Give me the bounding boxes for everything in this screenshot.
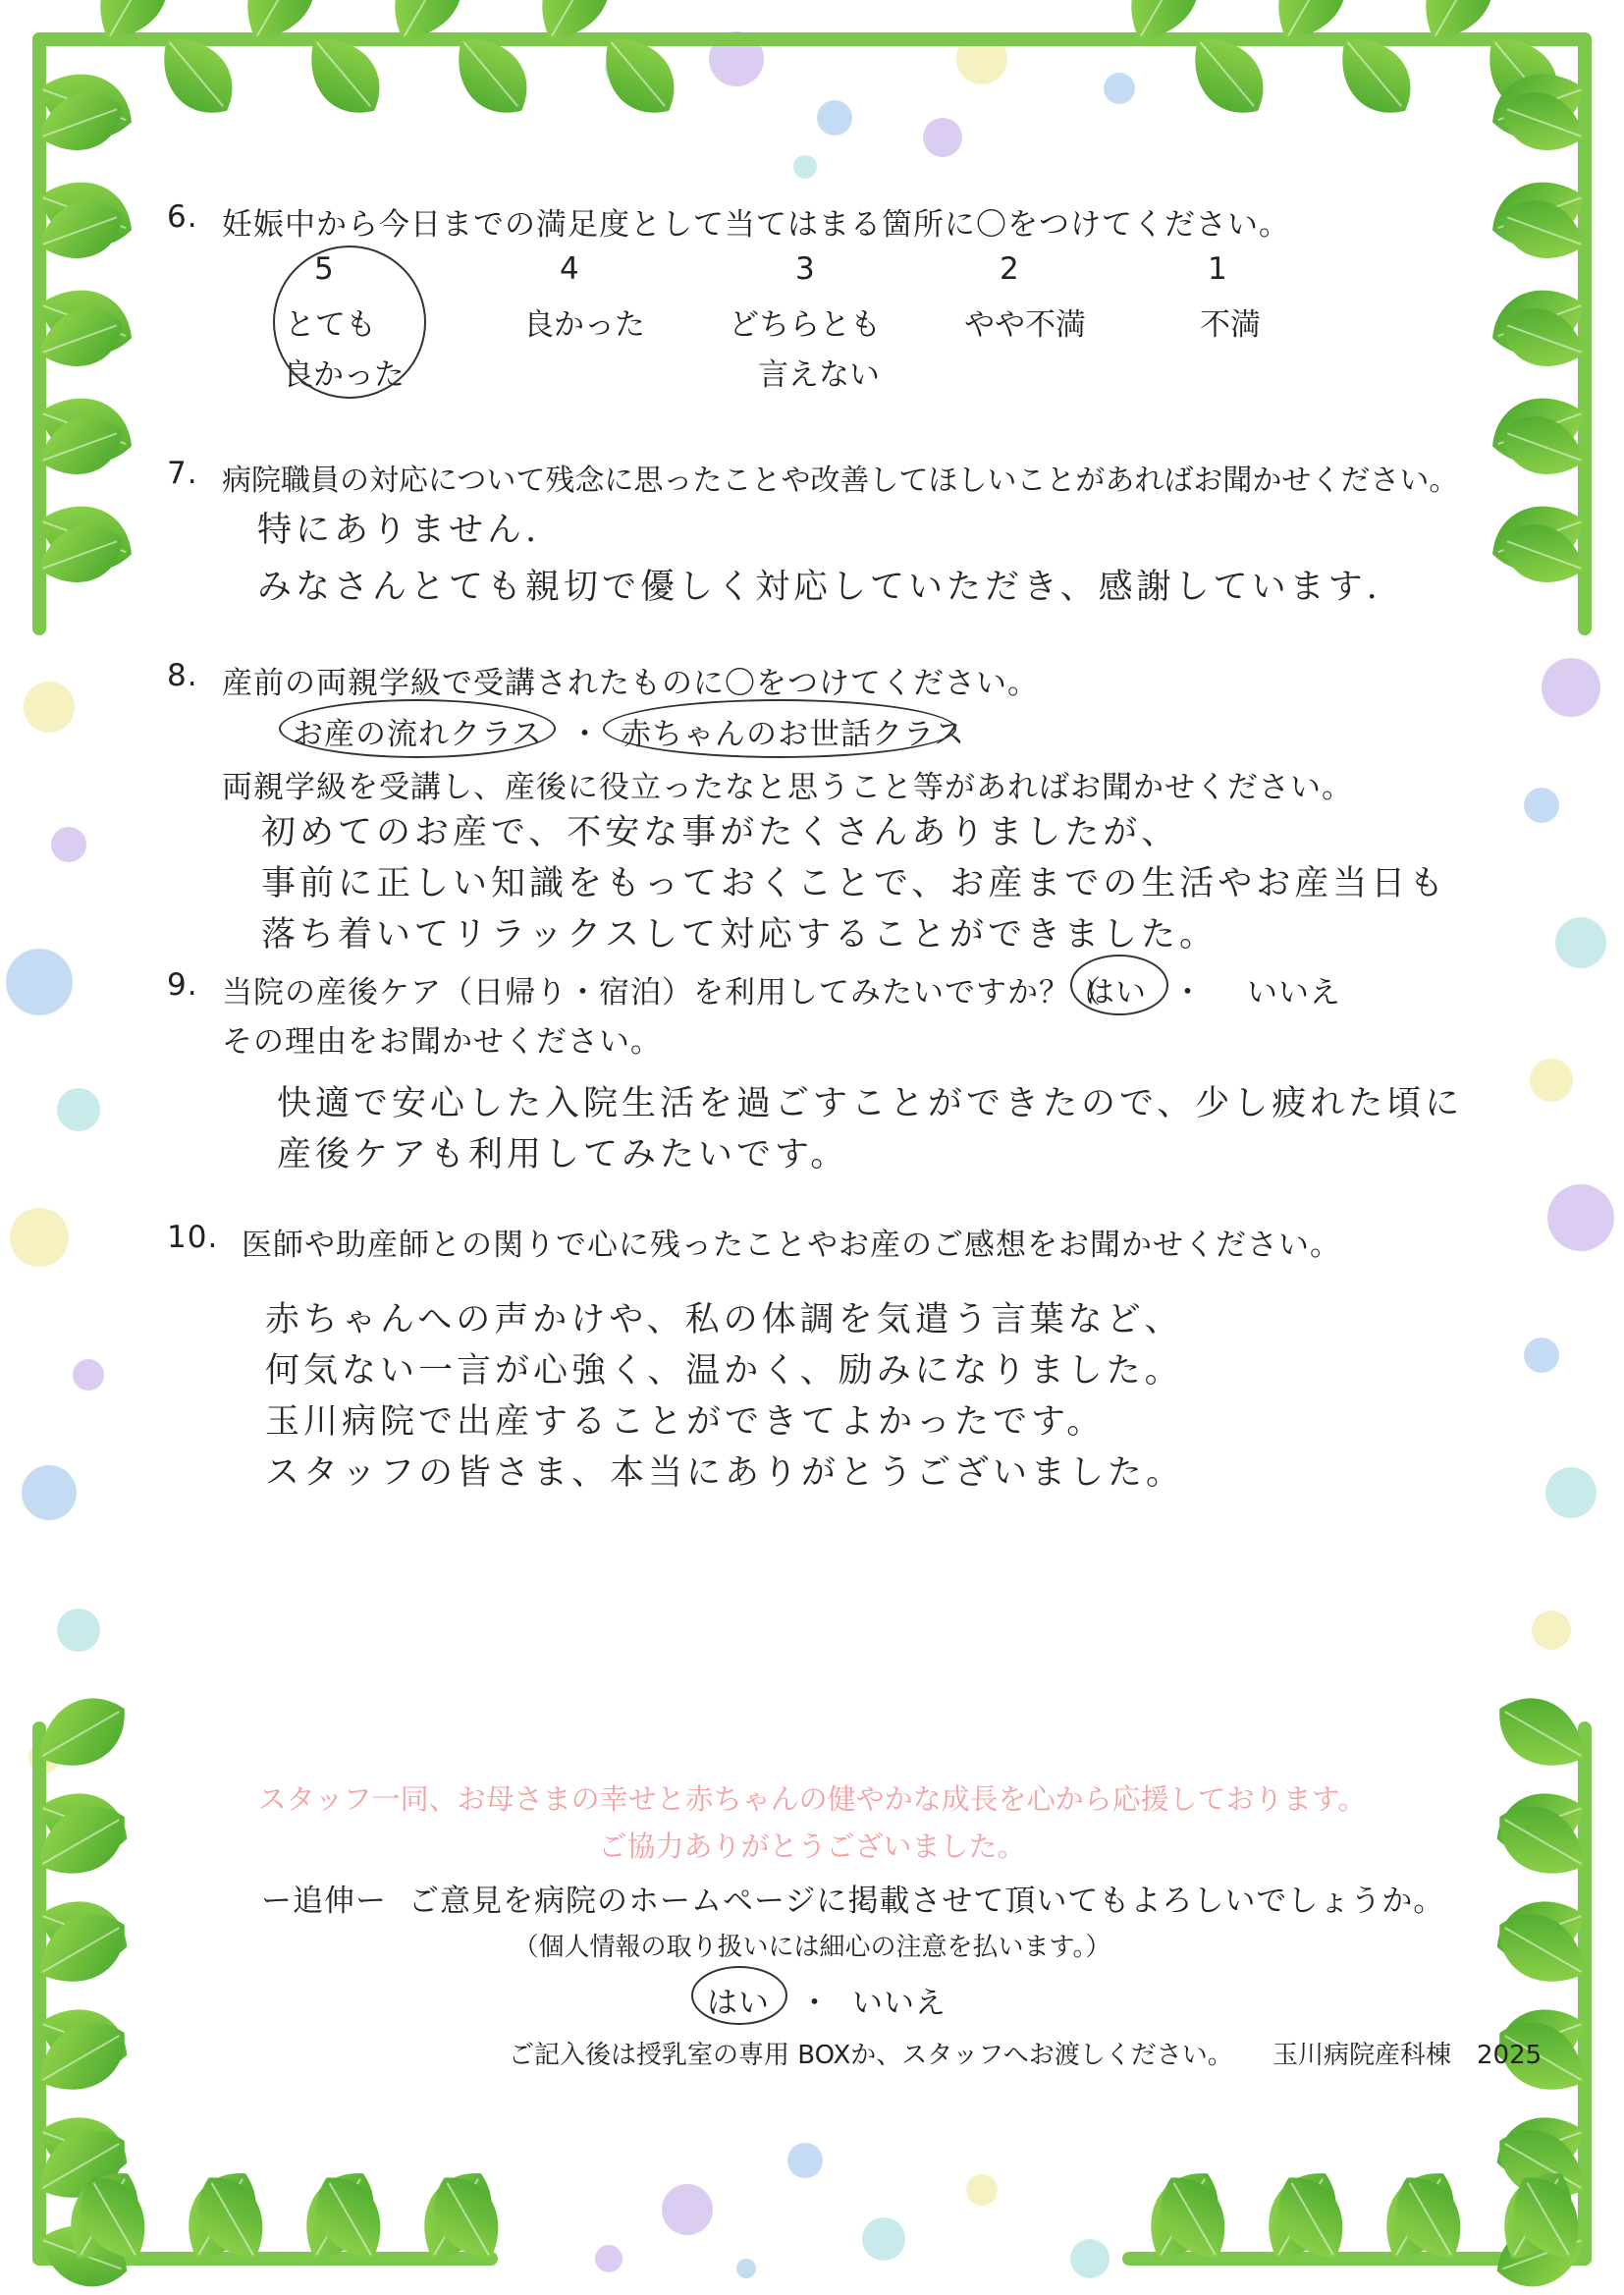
- rating-1-value[interactable]: 1: [1208, 251, 1227, 287]
- organization-label: 玉川病院産科棟 2025: [1272, 2041, 1543, 2070]
- class-option-birth-flow[interactable]: お産の流れクラス: [293, 717, 544, 752]
- q9-sub-question: その理由をお聞かせください。: [222, 1024, 662, 1060]
- q6-number: 6.: [167, 199, 198, 235]
- q10-answer-line-2: 何気ない一言が心強く、温かく、励みになりました。: [265, 1351, 1183, 1391]
- rating-1-label: 不満: [1200, 307, 1261, 343]
- rating-5-label: とても: [285, 307, 376, 343]
- q10-answer-line-1: 赤ちゃんへの声かけや、私の体調を気遣う言葉など、: [265, 1300, 1183, 1339]
- q8-answer-line-1: 初めてのお産で、不安な事がたくさんありましたが、: [261, 813, 1180, 852]
- consent-no-option[interactable]: いいえ: [852, 1986, 947, 2021]
- q10-number: 10.: [167, 1220, 219, 1255]
- class-birth-flow-circle: [279, 699, 556, 758]
- q10-answer-line-4: スタッフの皆さま、本当にありがとうございました。: [265, 1453, 1185, 1493]
- postscript-question: ご意見を病院のホームページに掲載させて頂いてもよろしいでしょうか。: [408, 1884, 1445, 1919]
- staff-message: スタッフ一同、お母さまの幸せと赤ちゃんの健やかな成長を心から応援しております。: [257, 1782, 1367, 1816]
- q9-number: 9.: [167, 967, 198, 1003]
- rating-3-value[interactable]: 3: [795, 251, 815, 287]
- rating-3-label-2: 言えない: [758, 357, 880, 393]
- q9-answer-line-1: 快適で安心した入院生活を過ごすことができたので、少し疲れた頃に: [277, 1084, 1464, 1123]
- q8-sub-question: 両親学級を受講し、産後に役立ったなと思うこと等があればお聞かせください。: [222, 770, 1353, 805]
- q8-answer-line-2: 事前に正しい知識をもっておくことで、お産までの生活やお産当日も: [261, 864, 1448, 903]
- q7-answer-line-2: みなさんとても親切で優しく対応していただき、感謝しています.: [257, 568, 1381, 607]
- q7-answer-line-1: 特にありません.: [257, 511, 541, 550]
- thanks-message: ご協力ありがとうございました。: [598, 1830, 1026, 1863]
- q9-answer-line-2: 産後ケアも利用してみたいです。: [277, 1135, 849, 1175]
- selected-rating-circle: [273, 246, 426, 399]
- q9-no-option[interactable]: いいえ: [1247, 975, 1341, 1011]
- consent-separator: ・: [799, 1986, 831, 2021]
- q6-question: 妊娠中から今日までの満足度として当てはまる箇所に〇をつけてください。: [222, 207, 1290, 243]
- q10-question: 医師や助産師との関りで心に残ったことやお産のご感想をお聞かせください。: [242, 1228, 1341, 1263]
- class-baby-care-circle: [603, 699, 956, 758]
- rating-2-value[interactable]: 2: [1000, 251, 1019, 287]
- rating-3-label: どちらとも: [729, 307, 881, 343]
- rating-2-label: やや不満: [964, 307, 1086, 343]
- q8-question: 産前の両親学級で受講されたものに〇をつけてください。: [222, 666, 1039, 701]
- q9-question: 当院の産後ケア（日帰り・宿泊）を利用してみたいですか？（: [222, 975, 1102, 1011]
- rating-4-value[interactable]: 4: [560, 251, 579, 287]
- q8-number: 8.: [167, 658, 198, 693]
- q7-question: 病院職員の対応について残念に思ったことや改善してほしいことがあればお聞かせください。: [222, 464, 1459, 498]
- q10-answer-line-3: 玉川病院で出産することができてよかったです。: [265, 1402, 1106, 1442]
- q9-yes-circle: [1070, 955, 1168, 1015]
- class-separator: ・: [569, 717, 601, 752]
- consent-yes-circle: [691, 1966, 787, 2025]
- q7-number: 7.: [167, 456, 198, 491]
- privacy-note: （個人情報の取り扱いには細心の注意を払います。）: [513, 1933, 1111, 1962]
- rating-5-value[interactable]: 5: [314, 251, 334, 287]
- rating-4-label: 良かった: [523, 307, 645, 343]
- rating-5-label-2: 良かった: [283, 357, 405, 393]
- submission-instructions: ご記入後は授乳室の専用 BOXか、スタッフへお渡しください。: [509, 2041, 1233, 2070]
- q9-separator: ・: [1172, 975, 1204, 1011]
- consent-yes-option[interactable]: はい: [707, 1986, 770, 2021]
- q8-answer-line-3: 落ち着いてリラックスして対応することができました。: [261, 915, 1218, 955]
- q9-yes-option[interactable]: はい: [1084, 975, 1147, 1011]
- postscript-label: ー追伸ー: [261, 1884, 387, 1919]
- class-option-baby-care[interactable]: 赤ちゃんのお世話クラス: [621, 717, 966, 752]
